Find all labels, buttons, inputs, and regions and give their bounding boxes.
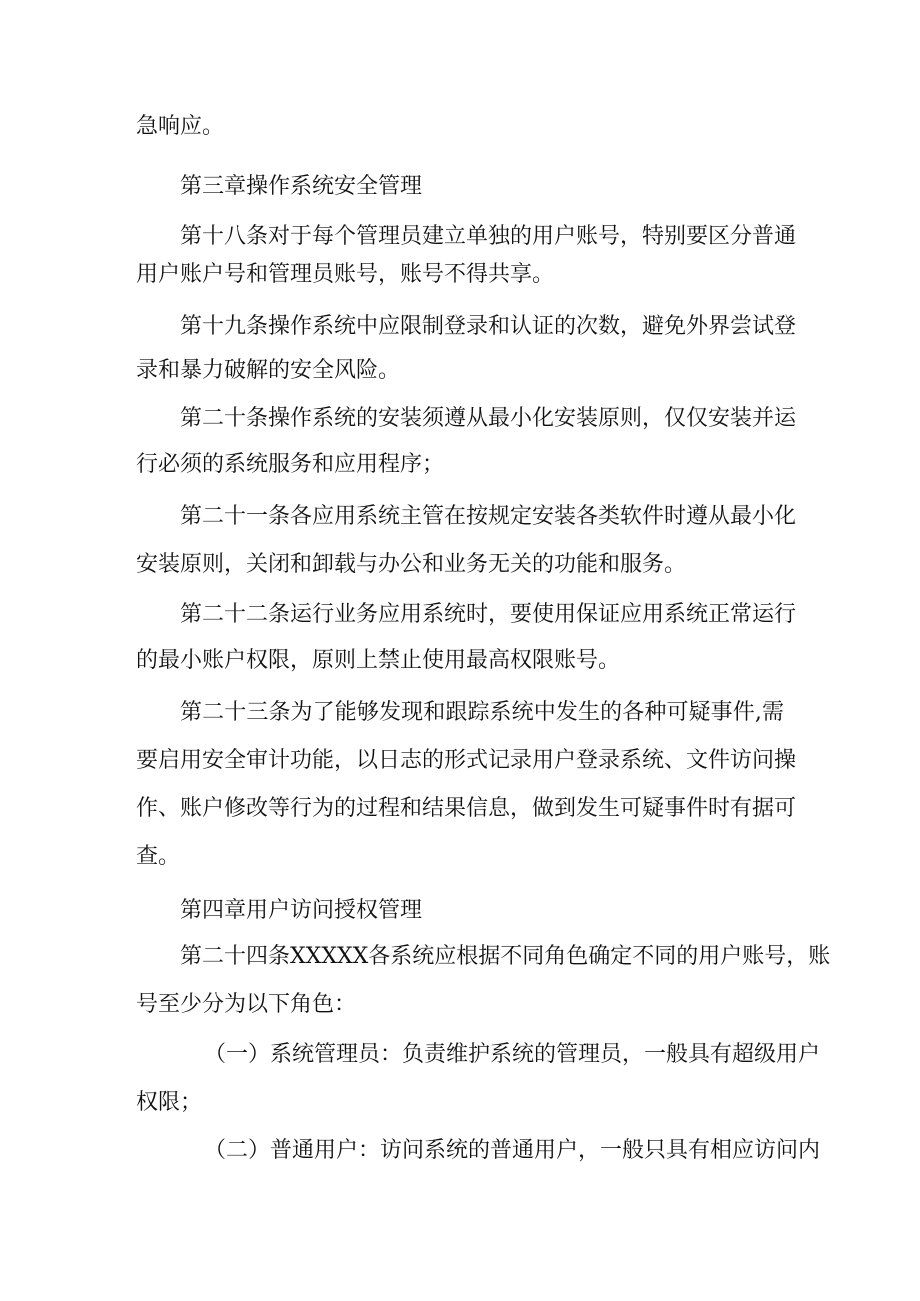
article-23-line-3: 作、账户修改等行为的过程和结果信息，做到发生可疑事件时有据可: [136, 796, 797, 821]
article-22-line-1: 第二十二条运行业务应用系统时，要使用保证应用系统正常运行: [180, 602, 797, 627]
article-18-line-2: 用户账户号和管理员账号，账号不得共享。: [136, 262, 555, 287]
article-20-line-2: 行必须的系统服务和应用程序；: [136, 452, 445, 477]
article-20-line-1: 第二十条操作系统的安装须遵从最小化安装原则，仅仅安装并运: [180, 406, 797, 431]
article-18-line-1: 第十八条对于每个管理员建立单独的用户账号，特别要区分普通: [180, 224, 797, 249]
article-23-line-1: 第二十三条为了能够发现和跟踪系统中发生的各种可疑事件,需: [180, 700, 784, 725]
chapter-4-heading: 第四章用户访问授权管理: [180, 898, 423, 923]
article-19-line-2: 录和暴力破解的安全风险。: [136, 358, 401, 383]
article-19-line-1: 第十九条操作系统中应限制登录和认证的次数，避免外界尝试登: [180, 314, 797, 339]
article-21-line-1: 第二十一条各应用系统主管在按规定安装各类软件时遵从最小化: [180, 504, 797, 529]
article-22-line-2: 的最小账户权限，原则上禁止使用最高权限账号。: [136, 648, 621, 673]
role-item-1-line-1: （一）系统管理员：负责维护系统的管理员，一般具有超级用户: [204, 1042, 821, 1067]
article-23-line-4: 查。: [136, 844, 181, 869]
role-item-2-line-1: （二）普通用户：访问系统的普通用户，一般只具有相应访问内: [204, 1138, 821, 1163]
role-item-1-line-2: 权限；: [136, 1090, 203, 1115]
chapter-3-heading: 第三章操作系统安全管理: [180, 174, 423, 199]
article-23-line-2: 要启用安全审计功能，以日志的形式记录用户登录系统、文件访问操: [136, 748, 797, 773]
article-21-line-2: 安装原则，关闭和卸载与办公和业务无关的功能和服务。: [136, 552, 687, 577]
paragraph-continuation-line: 急响应。: [136, 114, 225, 139]
article-24-line-2: 号至少分为以下角色：: [136, 992, 357, 1017]
article-24-line-1: 第二十四条XXXXX各系统应根据不同角色确定不同的用户账号，账: [180, 944, 831, 969]
